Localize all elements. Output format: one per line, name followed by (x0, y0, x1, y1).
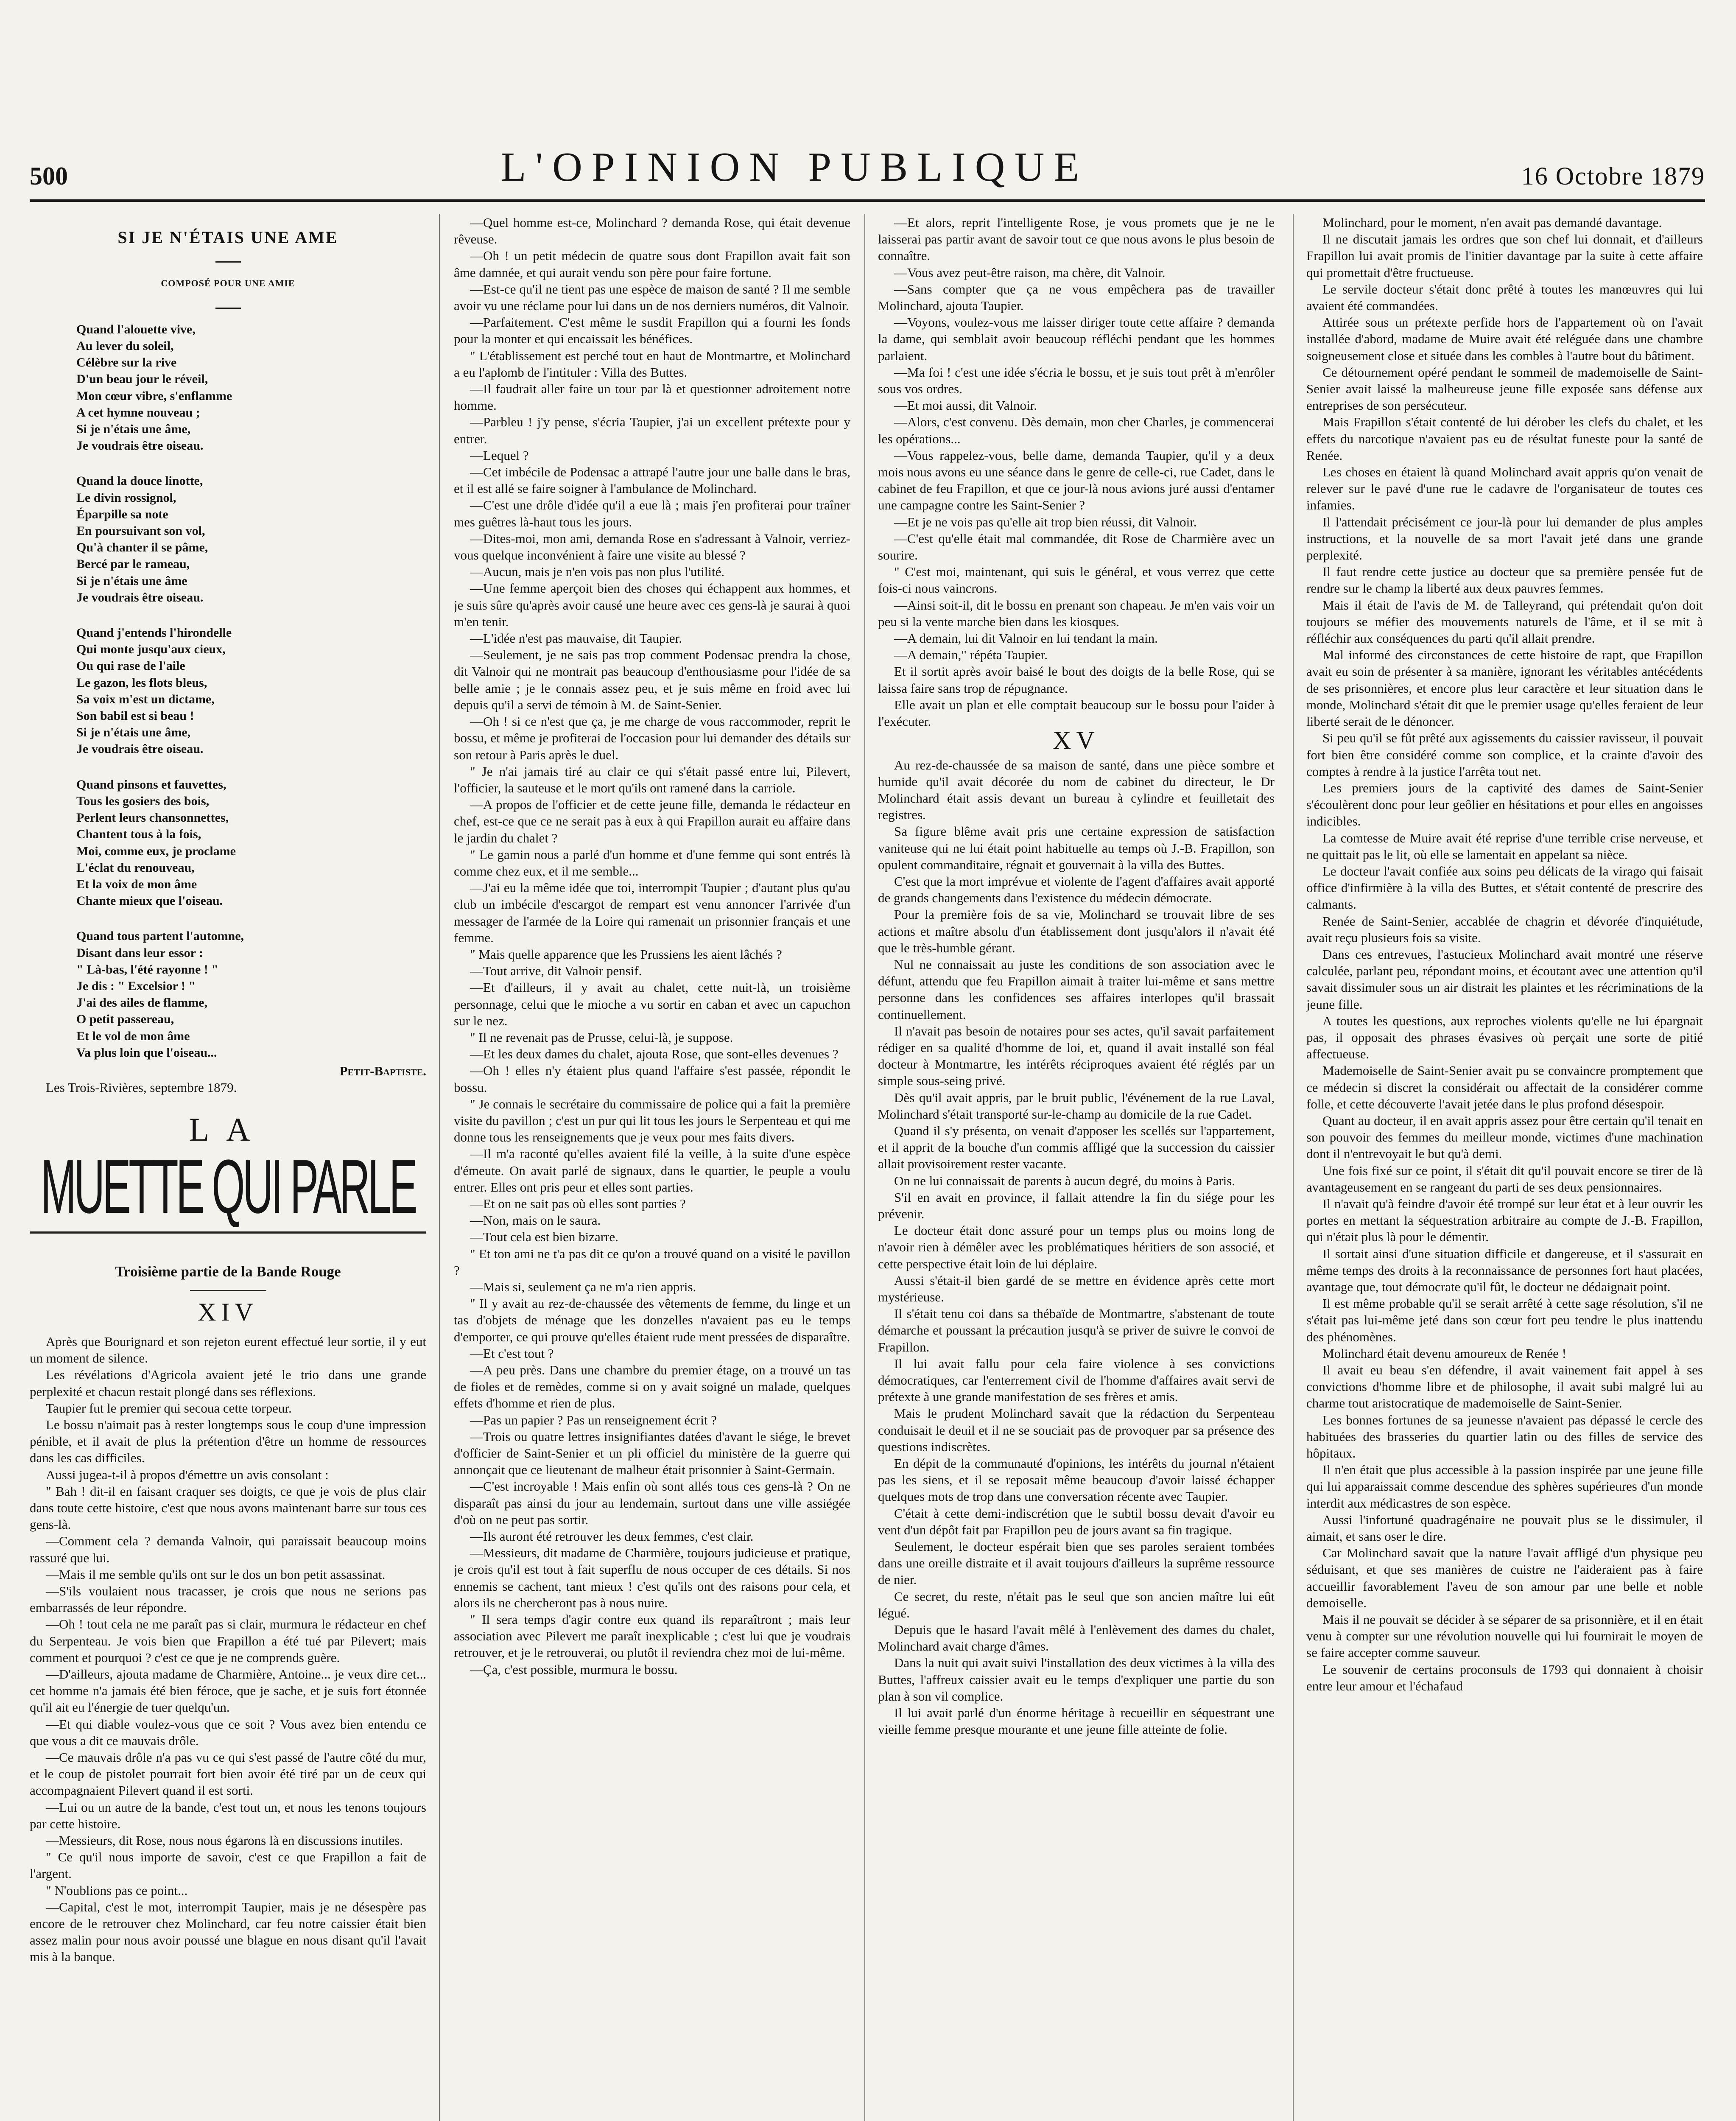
paragraph: —Mais il me semble qu'ils ont sur le dos un bon petit assassinat. (46, 1567, 386, 1582)
paragraph: —Ce mauvais drôle n'a pas vu ce qui s'est passé de l'autre côté du mur, et le coup de pistolet pourrait fort bien avoir été tiré par un de ceux qui accompagnaient Pilevert quand il est sorti. (30, 1750, 426, 1798)
paragraph: —Dites-moi, mon ami, demanda Rose en s'adressant à Valnoir, verriez-vous quelque inconvénient à faire une visite au blessé ? (454, 531, 850, 563)
paragraph: " Il sera temps d'agir contre eux quand ils reparaîtront ; mais leur association avec Pilevert me paraît inexplicable ; c'est lui que je voudrais retrouver, et je le retrouverai, ou plutôt il reviendra chez moi de lui-même. (454, 1612, 850, 1660)
poem-line: Je voudrais être oiseau. (76, 742, 204, 756)
paragraph: Car Molinchard savait que la nature l'avait affligé d'un physique peu séduisant, et que ses manières de cuistre ne l'aideraient pas à faire accueillir favorablement l'aveu de son amour par une belle et noble demoiselle. (1306, 1545, 1703, 1610)
paragraph: —Voyons, voulez-vous me laisser diriger toute cette affaire ? demanda la dame, qui semblait avoir beaucoup réfléchi pendant que les hommes parlaient. (878, 315, 1275, 363)
paragraph: —C'est incroyable ! Mais enfin où sont allés tous ces gens-là ? On ne disparaît pas ainsi du jour au lendemain, surtout dans une ville assiégée d'où on ne peut pas sortir. (454, 1479, 850, 1527)
paragraph: —Oh ! tout cela ne me paraît pas si clair, murmura le rédacteur en chef du Serpenteau. Je vois bien que Frapillon a été tué par Pilevert; mais comment et pourquoi ? c'est ce que je ne comprends guère. (30, 1617, 426, 1665)
paragraph: —Oh ! un petit médecin de quatre sous dont Frapillon avait fait son âme damnée, et qui aurait vendu son père pour faire fortune. (454, 248, 850, 280)
poem-line: Au lever du soleil, (76, 339, 174, 353)
paragraph: Pour la première fois de sa vie, Molinchard se trouvait libre de ses actions et maître absolu d'un établissement dont jusqu'alors il n'avait été que le très-humble gérant. (878, 907, 1275, 955)
poem-line: Quand l'alouette vive, (76, 322, 196, 336)
paragraph: —D'ailleurs, ajouta madame de Charmière, Antoine... je veux dire cet... cet homme n'a jamais été bien féroce, que je sache, et je suis fort étonnée qu'il ait eu l'énergie de tuer quelqu'un. (30, 1667, 426, 1715)
column-2 (454, 214, 850, 2121)
paragraph: Une fois fixé sur ce point, il s'était dit qu'il pouvait encore se tirer de là avantageusement en se rangeant du parti de ses deux pensionnaires. (1306, 1163, 1703, 1195)
paragraph: Le docteur l'avait confiée aux soins peu délicats de la virago qui faisait office d'infirmière à la villa des Buttes, et s'était contenté de prescrire des calmants. (1306, 863, 1703, 912)
paragraph: —Non, mais on le saura. (470, 1213, 601, 1228)
paragraph: —Mais si, seulement ça ne m'a rien appris. (470, 1279, 696, 1294)
paragraph: —Vous rappelez-vous, belle dame, demanda Taupier, qu'il y a deux mois nous avons eu une séance dans le genre de celle-ci, rue Cadet, dans le cabinet de feu Frapillon, et que ce jour-là nous avions juré aussi d'entamer une campagne contre les Saint-Senier ? (878, 448, 1275, 513)
paragraph: —Lequel ? (470, 448, 529, 463)
paragraph: Molinchard était devenu amoureux de Renée ! (1322, 1346, 1566, 1361)
paragraph: Quand il s'y présenta, on venait d'apposer les scellés sur l'appartement, et il apprit de la bouche d'un commis affligé que la succession du caissier allait provisoirement rester vacante. (878, 1123, 1275, 1172)
poem-line: Si je n'étais une âme (76, 574, 187, 588)
masthead (30, 132, 1705, 191)
paragraph: Le souvenir de certains proconsuls de 1793 qui donnaient à choisir entre leur amour et l'échafaud (1306, 1662, 1703, 1693)
poem-body (30, 321, 426, 1061)
paragraph: —Pas un papier ? Pas un renseignement écrit ? (470, 1412, 717, 1427)
paragraph: —Aucun, mais je n'en vois pas non plus l'utilité. (470, 564, 725, 579)
paragraph: —Et qui diable voulez-vous que ce soit ? Vous avez bien entendu ce que vous a dit ce mauvais drôle. (30, 1716, 426, 1748)
poem-line: Je voudrais être oiseau. (76, 439, 204, 453)
paragraph: " Je connais le secrétaire du commissaire de police qui a fait la première visite du pavillon ; c'est un pur qui lit tous les jours le Serpenteau et qui me donne tous les renseignements que je veux pour mes faits divers. (454, 1096, 850, 1145)
paragraph: Il lui avait fallu pour cela faire violence à ses convictions démocratiques, car l'enterrement civil de l'homme d'affaires avait servi de prétexte à une grande manifestation de ses frères et amis. (878, 1356, 1275, 1405)
poem-line: Chantent tous à la fois, (76, 827, 201, 842)
paragraph: En dépit de la communauté d'opinions, les intérêts du journal n'étaient pas les siens, et il se reposait même beaucoup d'avoir laissé échapper quelques mots de trop dans une conversation récente avec Taupier. (878, 1456, 1275, 1504)
paragraph: " Je n'ai jamais tiré au clair ce qui s'était passé entre lui, Pilevert, l'officier, la sauteuse et le mort qu'ils ont ramené dans la carriole. (454, 764, 850, 795)
paragraph: —Parfaitement. C'est même le susdit Frapillon qui a fourni les fonds pour la monter et qui encaissait les bénéfices. (454, 315, 850, 347)
poem-line: Qu'à chanter il se pâme, (76, 540, 208, 555)
column-4 (1306, 214, 1703, 2121)
paragraph: —Ma foi ! c'est une idée s'écria le bossu, et je suis tout prêt à m'enrôler sous vos ordres. (878, 364, 1275, 397)
poem-line: Je dis : " Excelsior ! " (76, 979, 196, 993)
paragraph: Les premiers jours de la captivité des dames de Saint-Senier s'écoulèrent donc pour leur geôlier en hésitations et pour elles en angoisses indicibles. (1306, 780, 1703, 829)
poem-subtitle: COMPOSÉ POUR UNE AMIE (161, 278, 295, 289)
newspaper-title: L'OPINION PUBLIQUE (500, 144, 1089, 190)
paragraph: Si peu qu'il se fût prêté aux agissements du caissier ravisseur, il pouvait fort bien être considéré comme son complice, et la crainte d'avoir des comptes à rendre à la justice l'arrêta tout net. (1306, 730, 1703, 779)
paragraph: La comtesse de Muire avait été reprise d'une terrible crise nerveuse, et ne quittait pas le lit, où elle se lamentait en appelant sa nièce. (1306, 830, 1703, 862)
paragraph: Seulement, le docteur espérait bien que ses paroles seraient tombées dans une oreille distraite et il avait toujours d'ailleurs la suprême ressource de nier. (878, 1539, 1275, 1587)
column-2-text (454, 214, 850, 1678)
paragraph: —Et moi aussi, dit Valnoir. (894, 398, 1037, 413)
issue-date: 16 Octobre 1879 (1521, 162, 1705, 190)
paragraph: Depuis que le hasard l'avait mêlé à l'enlèvement des dames du chalet, Molinchard avait charge d'âmes. (878, 1622, 1275, 1654)
paragraph: Au rez-de-chaussée de sa maison de santé, dans une pièce sombre et humide qu'il avait décorée du nom de cabinet du directeur, le Dr Molinchard était assis devant un bureau à cylindre et feuilletait des registres. (878, 757, 1275, 823)
paragraph: —Une femme aperçoit bien des choses qui échappent aux hommes, et je suis sûre qu'après avoir causé une heure avec ces gens-là je saurai à quoi m'en tenir. (454, 581, 850, 629)
paragraph: Mais il ne pouvait se décider à se séparer de sa prisonnière, et il en était venu à compter sur une révolution nouvelle qui lui fournirait le moyen de se faire accepter comme sauveur. (1306, 1612, 1703, 1660)
paragraph: " Ce qu'il nous importe de savoir, c'est ce que Frapillon a fait de l'argent. (30, 1850, 426, 1881)
paragraph: —L'idée n'est pas mauvaise, dit Taupier. (470, 631, 682, 646)
poem-stanza (30, 624, 426, 758)
poem-line: Perlent leurs chansonnettes, (76, 811, 229, 825)
paragraph: —C'est qu'elle était mal commandée, dit Rose de Charmière avec un sourire. (878, 531, 1275, 563)
column-divider (439, 214, 440, 2121)
paragraph: Les bonnes fortunes de sa jeunesse n'avaient pas dépassé le cercle des habituées des brasseries du quartier latin ou des filles de service des hôpitaux. (1306, 1412, 1703, 1461)
column-divider (864, 214, 865, 2121)
chapter-xv: XV (1053, 726, 1100, 755)
paragraph: —Est-ce qu'il ne tient pas une espèce de maison de santé ? Il me semble avoir vu une réclame pour lui dans un de nos derniers numéros, dit Valnoir. (454, 281, 850, 313)
paragraph: —Quel homme est-ce, Molinchard ? demanda Rose, qui était devenue rêveuse. (454, 215, 850, 247)
paragraph: Il faut rendre cette justice au docteur que sa première pensée fut de rendre sur le champ la liberté aux deux pauvres femmes. (1306, 564, 1703, 596)
poem-line: Quand j'entends l'hirondelle (76, 626, 232, 640)
paragraph: Il n'avait qu'à feindre d'avoir été trompé sur leur état et à leur ouvrir les portes en mettant la séquestration arbitraire au compte de J.-B. Frapillon, qui n'était plus là pour le démentir. (1306, 1196, 1703, 1245)
header-rule (30, 199, 1705, 202)
poem-line: Bercé par le rameau, (76, 557, 190, 571)
column-divider (1293, 214, 1294, 2121)
poem-title: SI JE N'ÉTAIS UNE AME (117, 228, 338, 247)
poem-line: Chante mieux que l'oiseau. (76, 894, 223, 908)
paragraph: —A propos de l'officier et de cette jeune fille, demanda le rédacteur en chef, est-ce que ce ne serait pas à eux à qui Frapillon aurait eu affaire dans le jardin du chalet ? (454, 797, 850, 845)
column-3-text-bottom (878, 757, 1275, 1738)
paragraph: —Tout cela est bien bizarre. (470, 1229, 618, 1245)
paragraph: S'il en avait en province, il fallait attendre la fin du siége pour les prévenir. (878, 1189, 1275, 1221)
paragraph: —Et c'est tout ? (470, 1346, 554, 1361)
paragraph: —Comment cela ? demanda Valnoir, qui paraissait beaucoup moins rassuré que lui. (30, 1533, 426, 1565)
paragraph: —Ainsi soit-il, dit le bossu en prenant son chapeau. Je m'en vais voir un peu si la vente marche bien dans les kiosques. (878, 597, 1275, 629)
paragraph: C'est que la mort imprévue et violente de l'agent d'affaires avait apporté de grands changements dans l'existence du médecin démocrate. (878, 873, 1275, 906)
paragraph: Mais Frapillon s'était contenté de lui dérober les clefs du chalet, et les effets du narcotique n'avaient pas eu de résultat funeste pour la santé de Renée. (1306, 414, 1703, 463)
poem-line: Je voudrais être oiseau. (76, 590, 204, 604)
paragraph: —Alors, c'est convenu. Dès demain, mon cher Charles, je commencerai les opérations... (878, 414, 1275, 446)
poem-line: Éparpille sa note (76, 507, 168, 521)
paragraph: Ce secret, du reste, n'était pas le seul que son ancien maître lui eût légué. (878, 1589, 1275, 1620)
poem-stanza (30, 928, 426, 1061)
paragraph: —Lui ou un autre de la bande, c'est tout un, et nous les tenons toujours par cette histoire. (30, 1799, 426, 1831)
poem-line: A cet hymne nouveau ; (76, 405, 200, 420)
paragraph: Aussi jugea-t-il à propos d'émettre un avis consolant : (46, 1467, 329, 1482)
serial-title: MUETTE QUI PARLE (30, 1147, 426, 1234)
paragraph: " L'établissement est perché tout en haut de Montmartre, et Molinchard a eu l'aplomb de l'intituler : Villa des Buttes. (454, 348, 850, 380)
paragraph: Et il sortit après avoir baisé le bout des doigts de la belle Rose, qui se laissa faire sans trop de répugnance. (878, 664, 1275, 696)
serial-part: Troisième partie de la Bande Rouge (115, 1263, 341, 1280)
paragraph: Dans la nuit qui avait suivi l'installation des deux victimes à la villa des Buttes, l'affreux caissier avait eu le temps d'expliquer une partie du son plan à son vil complice. (878, 1655, 1275, 1704)
poem-signature: Petit-Baptiste. (339, 1063, 426, 1078)
paragraph: —Capital, c'est le mot, interrompit Taupier, mais je ne désespère pas encore de le retrouver chez Molinchard, car feu notre caissier était bien assez malin pour nous avoir poussé une blague en nous disant qu'il l'avait mis à la banque. (30, 1899, 426, 1964)
poem-line: Quand pinsons et fauvettes, (76, 777, 226, 792)
poem-stanza (30, 473, 426, 606)
paragraph: —Messieurs, dit madame de Charmière, toujours judicieuse et pratique, je crois qu'il est tout à fait superflu de nous occuper de ces détails. Si nos ennemis se cachent, tant mieux ! c'est qu'ils ont des raisons pour cela, et alors ils ne chercheront pas à nous nuire. (454, 1545, 850, 1610)
paragraph: —Et alors, reprit l'intelligente Rose, je vous promets que je ne le laisserai pas partir avant de savoir tout ce que nous avons le plus besoin de connaître. (878, 215, 1275, 263)
poem-line: " Là-bas, l'été rayonne ! " (76, 962, 218, 977)
paragraph: Il n'en était que plus accessible à la passion inspirée par une jeune fille qui lui apparaissait comme descendue des sphères supérieures d'un monde interdit aux médicastres de son espèce. (1306, 1462, 1703, 1511)
poem-line: En poursuivant son vol, (76, 524, 205, 538)
paragraph: Mademoiselle de Saint-Senier avait pu se convaincre promptement que ce médecin si discret la considérait ou affectait de la considérer comme folle, et cette découverte l'avait jetée dans le plus profond désespoir. (1306, 1063, 1703, 1111)
paragraph: Le docteur était donc assuré pour un temps plus ou moins long de n'avoir rien à démêler avec les problématiques héritiers de son associé, et cette perspective était loin de lui déplaire. (878, 1223, 1275, 1271)
paragraph: Renée de Saint-Senier, accablée de chagrin et dévorée d'inquiétude, avait reçu plusieurs fois sa visite. (1306, 913, 1703, 945)
paragraph: Dès qu'il avait appris, par le bruit public, l'événement de la rue Laval, Molinchard s'était transporté sur-le-champ au domicile de la rue Cadet. (878, 1090, 1275, 1122)
paragraph: —Ils auront été retrouver les deux femmes, c'est clair. (470, 1529, 754, 1544)
poem-line: Moi, comme eux, je proclame (76, 844, 236, 858)
paragraph: Il l'attendait précisément ce jour-là pour lui demander de plus amples instructions, et la nouvelle de sa mort l'avait jeté dans une grande perplexité. (1306, 514, 1703, 563)
poem-line: Célèbre sur la rive (76, 355, 177, 370)
paragraph: Mal informé des circonstances de cette histoire de rapt, que Frapillon avait eu soin de présenter à sa manière, ignorant les véritables antécédents de ses prisonnières, et encore plus leur caractère et leur situation dans le monde, Molinchard s'était dit que le premier usage qu'elles feraient de leur liberté serait de le dénoncer. (1306, 647, 1703, 729)
paragraph: C'était à cette demi-indiscrétion que le subtil bossu devait d'avoir eu vent d'un dépôt fait par Frapillon peu de jours avant sa fin tragique. (878, 1505, 1275, 1537)
paragraph: —A demain," répéta Taupier. (894, 647, 1048, 663)
paragraph: —Seulement, je ne sais pas trop comment Podensac prendra la chose, dit Valnoir qui ne montrait pas beaucoup d'enthousiasme pour l'idée de sa belle amie ; je le connais assez peu, et je suis même en froid avec lui depuis qu'il a servi de témoin à M. de Saint-Senier. (454, 647, 850, 712)
paragraph: Aussi s'était-il bien gardé de se mettre en évidence après cette mort mystérieuse. (878, 1273, 1275, 1304)
poem-subtitle-dash (30, 296, 426, 313)
paragraph: —Vous avez peut-être raison, ma chère, dit Valnoir. (894, 265, 1166, 280)
paragraph: " Il y avait au rez-de-chaussée des vêtements de femme, du linge et un tas d'objets de ménage que les donzelles n'avaient pas eu le temps d'emporter, ce qui prouve qu'elles étaient rude ment pressées de disparaître. (454, 1296, 850, 1344)
chapter-xiv: XIV (30, 1290, 426, 1321)
poem-line: Et la voix de mon âme (76, 877, 197, 891)
paragraph: —A peu près. Dans une chambre du premier étage, on a trouvé un tas de fioles et de remèdes, comme si on y avait soigné un malade, quelques effets d'homme et rien de plus. (454, 1363, 850, 1411)
paragraph: —Trois ou quatre lettres insignifiantes datées d'avant le siége, le brevet d'officier de Saint-Senier et un pli officiel du ministère de la guerre qui annonçait que ce lieutenant de malheur était prisonnier à Saint-Germain. (454, 1429, 850, 1477)
column-1-text (30, 1333, 426, 1965)
poem-line: Disant dans leur essor : (76, 946, 203, 960)
paragraph: —Sans compter que ça ne vous empêchera pas de travailler Molinchard, ajouta Taupier. (878, 281, 1275, 313)
paragraph: " N'oublions pas ce point... (46, 1883, 188, 1898)
paragraph: Il n'avait pas besoin de notaires pour ses actes, qu'il savait parfaitement rédiger en sa qualité d'homme de loi, et, quand il avait installé son féal docteur à Montmartre, les intérêts réciproques avaient été réglés par un simple sous-seing privé. (878, 1023, 1275, 1088)
paragraph: " Et ton ami ne t'a pas dit ce qu'on a trouvé quand on a visité le pavillon ? (454, 1246, 850, 1278)
paragraph: —S'ils voulaient nous tracasser, je crois que nous ne serions pas embarrassés de leur répondre. (30, 1584, 426, 1615)
poem-line: Le divin rossignol, (76, 490, 176, 505)
paragraph: " Le gamin nous a parlé d'un homme et d'une femme qui sont entrés là comme chez eux, et il me semble... (454, 847, 850, 879)
paragraph: Mais il était de l'avis de M. de Talleyrand, qui prétendait qu'on doit toujours se méfier des mouvements naturels de l'âme, et il se mit à réfléchir aux conséquences du parti qu'il allait prendre. (1306, 597, 1703, 646)
column-3 (878, 214, 1275, 2121)
paragraph: Il ne discutait jamais les ordres que son chef lui donnait, et d'ailleurs Frapillon lui avait promis de l'initier davantage par la suite à cette affaire qui promettait d'être fructueuse. (1306, 232, 1703, 280)
paragraph: —C'est une drôle d'idée qu'il a eue là ; mais j'en profiterai pour traîner mes guêtres là-haut tous les jours. (454, 498, 850, 529)
paragraph: Il s'était tenu coi dans sa thébaïde de Montmartre, s'abstenant de toute démarche et poussant la précaution jusqu'à se priver de suivre le convoi de Frapillon. (878, 1306, 1275, 1354)
paragraph: —Et les deux dames du chalet, ajouta Rose, que sont-elles devenues ? (470, 1047, 839, 1062)
poem-line: Sa voix m'est un dictame, (76, 692, 215, 706)
paragraph: —J'ai eu la même idée que toi, interrompit Taupier ; d'autant plus qu'au club un imbécile d'escargot de rempart est venu annoncer l'arrivée d'un messager de l'armée de la Loire qui ramenait un prisonnier français et une femme. (454, 880, 850, 945)
column-4-text (1306, 214, 1703, 1694)
paragraph: —Et on ne sait pas où elles sont parties ? (470, 1196, 686, 1211)
paragraph: Attirée sous un prétexte perfide hors de l'appartement où on l'avait installée d'abord, madame de Muire avait été reléguée dans une chambre soigneusement close et située dans les combles à l'autre bout du bâtiment. (1306, 315, 1703, 363)
paragraph: —Oh ! si ce n'est que ça, je me charge de vous raccommoder, reprit le bossu, et même je profiterai de l'occasion pour lui demander des détails sur son retour à Paris après le duel. (454, 714, 850, 762)
paragraph: Il lui avait parlé d'un énorme héritage à recueillir en séquestrant une vieille femme presque mourante et une jeune fille atteinte de folie. (878, 1705, 1275, 1737)
poem-line: Son babil est si beau ! (76, 709, 194, 723)
paragraph: Elle avait un plan et elle comptait beaucoup sur le bossu pour l'aider à l'exécuter. (878, 697, 1275, 729)
paragraph: Après que Bourignard et son rejeton eurent effectué leur sortie, il y eut un moment de silence. (30, 1334, 426, 1366)
paragraph: —Cet imbécile de Podensac a attrapé l'autre jour une balle dans le bras, et il est allé se faire soigner à l'ambulance de Molinchard. (454, 464, 850, 496)
poem-line: Quand tous partent l'automne, (76, 929, 244, 943)
serial-la: LA (189, 1111, 267, 1148)
article-columns (30, 214, 1705, 2121)
poem-line: Mon cœur vibre, s'enflamme (76, 389, 232, 403)
paragraph: Nul ne connaissait au juste les conditions de son association avec le défunt, attendu que feu Frapillon aimait à traiter lui-même et sans mettre personne dans les confidences ses affaires interlopes qu'il brassait continuellement. (878, 957, 1275, 1022)
paragraph: Aussi l'infortuné quadragénaire ne pouvait plus se le dissimuler, il aimait, et sans oser le dire. (1306, 1512, 1703, 1544)
poem-line: Si je n'étais une âme, (76, 725, 191, 740)
column-1 (30, 214, 426, 2121)
paragraph: Le bossu n'aimait pas à rester longtemps sous le coup d'une impression pénible, et il avait de plus la prétention d'être un homme de ressources dans les cas difficiles. (30, 1417, 426, 1466)
paragraph: Le servile docteur s'était donc prêté à toutes les manœuvres qui lui avaient été commandées. (1306, 281, 1703, 313)
poem-line: J'ai des ailes de flamme, (76, 996, 208, 1010)
paragraph: —Il faudrait aller faire un tour par là et questionner adroitement notre homme. (454, 381, 850, 413)
poem-line: Quand la douce linotte, (76, 474, 203, 488)
paragraph: " Il ne revenait pas de Prusse, celui-là, je suppose. (470, 1030, 733, 1045)
paragraph: —Tout arrive, dit Valnoir pensif. (470, 963, 642, 979)
paragraph: —Messieurs, dit Rose, nous nous égarons là en discussions inutiles. (46, 1833, 403, 1848)
column-3-text-top (878, 214, 1275, 730)
paragraph: Quant au docteur, il en avait appris assez pour être certain qu'il tenait en son pouvoir des femmes du meilleur monde, victimes d'une machination dont il n'entrevoyait le but qu'à demi. (1306, 1113, 1703, 1161)
paragraph: Il sortait ainsi d'une situation difficile et dangereuse, et il s'assurait en même temps des droits à la reconnaissance de personnes fort haut placées, avantage que, tout démocrate qu'il fût, le docteur ne dédaignait point. (1306, 1246, 1703, 1294)
paragraph: Dans ces entrevues, l'astucieux Molinchard avait montré une réserve calculée, parlant peu, répondant moins, et écoutant avec une attention qu'il savait dissimuler sous un air distrait les plaintes et les récriminations de la jeune fille. (1306, 946, 1703, 1012)
paragraph: Mais le prudent Molinchard savait que la rédaction du Serpenteau conduisait le deuil et il ne se souciait pas de provoquer par sa présence des questions indiscrètes. (878, 1406, 1275, 1454)
poem-line: Et le vol de mon âme (76, 1029, 190, 1043)
paragraph: —Ça, c'est possible, murmura le bossu. (470, 1662, 678, 1677)
paragraph: A toutes les questions, aux reproches violents qu'elle ne lui épargnait pas, il opposait des phrases évasives où perçait une sorte de pitié affectueuse. (1306, 1013, 1703, 1062)
paragraph: On ne lui connaissait de parents à aucun degré, du moins à Paris. (894, 1173, 1236, 1188)
paragraph: Il avait eu beau s'en défendre, il avait vainement fait appel à ses convictions d'homme libre et de philosophe, il avait subi malgré lui au charme tout aristocratique de mademoiselle de Saint-Senier. (1306, 1363, 1703, 1411)
poem-line: L'éclat du renouveau, (76, 860, 195, 875)
paragraph: Les choses en étaient là quand Molinchard avait appris qu'on venait de relever sur le pavé d'une rue le cadavre de l'organisateur de toutes ces infamies. (1306, 464, 1703, 513)
poem-line: Tous les gosiers des bois, (76, 794, 210, 808)
paragraph: Molinchard, pour le moment, n'en avait pas demandé davantage. (1322, 215, 1662, 230)
poem-stanza (30, 776, 426, 909)
paragraph: —Oh ! elles n'y étaient plus quand l'affaire s'est passée, répondit le bossu. (454, 1063, 850, 1095)
poem-line: D'un beau jour le réveil, (76, 372, 208, 386)
paragraph: Les révélations d'Agricola avaient jeté le trio dans une grande perplexité et chacun restait plongé dans ses réflexions. (30, 1367, 426, 1399)
poem-title-dash (30, 250, 426, 266)
poem-line: Si je n'étais une âme, (76, 422, 191, 437)
poem-place-date: Les Trois-Rivières, septembre 1879. (46, 1080, 237, 1095)
poem-line: Le gazon, les flots bleus, (76, 675, 207, 690)
paragraph: —Parbleu ! j'y pense, s'écria Taupier, j'ai un excellent prétexte pour y entrer. (454, 414, 850, 446)
paragraph: —Et d'ailleurs, il y avait au chalet, cette nuit-là, un troisième personnage, celui que le mioche a vu sortir en caban et avec un capuchon sur le nez. (454, 980, 850, 1028)
paragraph: Il est même probable qu'il se serait arrêté à cette sage résolution, s'il ne s'était pas lui-même jeté dans son cœur fort peu tendre le plus inattendu des phénomènes. (1306, 1296, 1703, 1344)
paragraph: —A demain, lui dit Valnoir en lui tendant la main. (894, 631, 1158, 646)
poem-line: Qui monte jusqu'aux cieux, (76, 642, 226, 657)
paragraph: Taupier fut le premier qui secoua cette torpeur. (46, 1400, 292, 1416)
paragraph: —Il m'a raconté qu'elles avaient filé la veille, à la suite d'une espèce d'émeute. On avait parlé de signaux, dans le quartier, le peuple a voulu entrer. Elles ont pris peur et elles sont parties. (454, 1146, 850, 1195)
paragraph: Sa figure blême avait pris une certaine expression de satisfaction vaniteuse qui ne lui était point habituelle au temps où J.-B. Frapillon, son opulent commanditaire, régnait et gouvernait à la villa des Buttes. (878, 824, 1275, 872)
poem-line: Va plus loin que l'oiseau... (76, 1045, 217, 1060)
paragraph: —Et je ne vois pas qu'elle ait trop bien réussi, dit Valnoir. (894, 514, 1197, 529)
poem-line: Ou qui rase de l'aile (76, 659, 185, 673)
page-number: 500 (30, 162, 68, 190)
paragraph: Ce détournement opéré pendant le sommeil de mademoiselle de Saint-Senier avait laissé la malheureuse jeune fille exposée sans défense aux entreprises de son persécuteur. (1306, 364, 1703, 413)
paragraph: " Mais quelle apparence que les Prussiens les aient lâchés ? (470, 946, 782, 962)
paragraph: " Bah ! dit-il en faisant craquer ses doigts, ce que je vois de plus clair dans toute cette histoire, c'est que nous avons maintenant barre sur tous ces gens-là. (30, 1483, 426, 1532)
poem-stanza (30, 321, 426, 454)
poem-line: O petit passereau, (76, 1012, 174, 1027)
paragraph: " C'est moi, maintenant, qui suis le général, et vous verrez que cette fois-ci nous vaincrons. (878, 564, 1275, 596)
